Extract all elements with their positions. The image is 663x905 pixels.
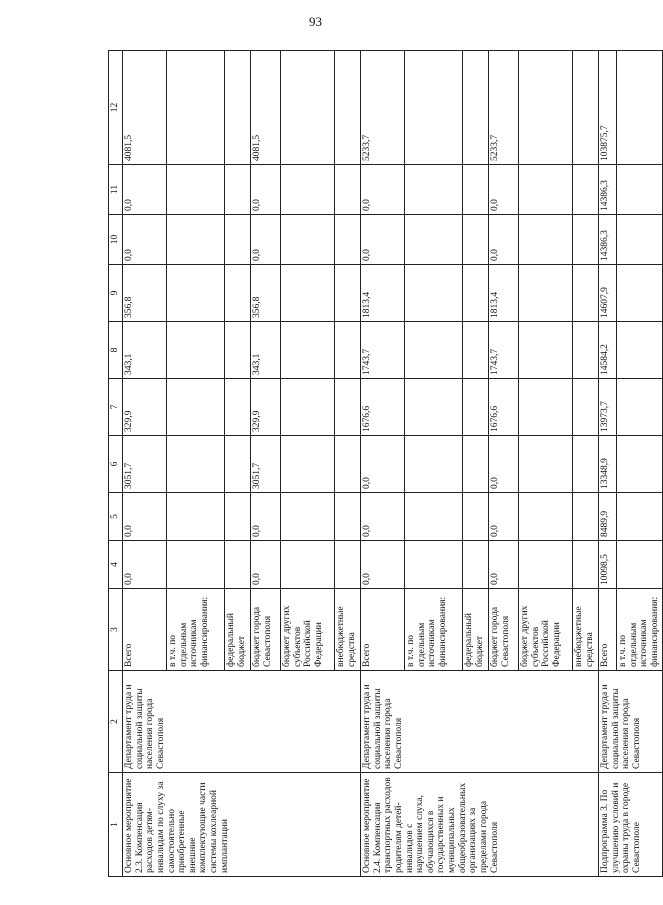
- column-header: 6: [109, 436, 123, 493]
- value-cell: [335, 215, 361, 265]
- value-cell: 0,0: [251, 165, 281, 215]
- source-cell: бюджет города Севастополя: [489, 589, 519, 671]
- value-cell: [519, 541, 573, 589]
- value-cell: [225, 322, 251, 379]
- value-cell: [463, 322, 489, 379]
- value-cell: [335, 493, 361, 541]
- source-cell: в т.ч. по отдельным источникам финансирования:: [405, 589, 463, 671]
- value-cell: [281, 493, 335, 541]
- value-cell: [225, 541, 251, 589]
- value-cell: [405, 165, 463, 215]
- value-cell: 3051,7: [251, 436, 281, 493]
- source-cell: бюджет города Севастополя: [251, 589, 281, 671]
- value-cell: [463, 436, 489, 493]
- value-cell: [167, 265, 225, 322]
- value-cell: 0,0: [489, 215, 519, 265]
- value-cell: 343,1: [251, 322, 281, 379]
- value-cell: [225, 379, 251, 436]
- value-cell: 1743,7: [361, 322, 405, 379]
- value-cell: [519, 265, 573, 322]
- value-cell: 5233,7: [361, 51, 405, 165]
- value-cell: [463, 541, 489, 589]
- value-cell: [167, 493, 225, 541]
- value-cell: [573, 165, 599, 215]
- value-cell: [281, 165, 335, 215]
- financing-table: [108, 50, 663, 877]
- value-cell: [405, 436, 463, 493]
- source-cell: внебюджетные средства: [573, 589, 599, 671]
- header-row: [109, 51, 123, 877]
- source-cell: внебюджетные средства: [335, 589, 361, 671]
- column-header: 2: [109, 671, 123, 773]
- column-header: 11: [109, 165, 123, 215]
- value-cell: 103875,7: [599, 51, 617, 165]
- column-header: 3: [109, 589, 123, 671]
- value-cell: [463, 379, 489, 436]
- value-cell: 5233,7: [489, 51, 519, 165]
- value-cell: 0,0: [361, 165, 405, 215]
- value-cell: 0,0: [489, 436, 519, 493]
- column-header: 12: [109, 51, 123, 165]
- source-cell: федеральный бюджет: [463, 589, 489, 671]
- value-cell: [519, 493, 573, 541]
- value-cell: [405, 215, 463, 265]
- value-cell: 3051,7: [123, 436, 167, 493]
- table-row: [599, 51, 617, 877]
- value-cell: 0,0: [361, 436, 405, 493]
- source-cell: Всего: [123, 589, 167, 671]
- value-cell: 329,9: [251, 379, 281, 436]
- value-cell: 13973,7: [599, 379, 617, 436]
- source-cell: Всего: [599, 589, 617, 671]
- value-cell: 0,0: [123, 541, 167, 589]
- column-header: 5: [109, 493, 123, 541]
- source-cell: Всего: [361, 589, 405, 671]
- value-cell: [463, 493, 489, 541]
- value-cell: 14386,3: [599, 165, 617, 215]
- value-cell: [519, 51, 573, 165]
- value-cell: 1813,4: [361, 265, 405, 322]
- source-cell: в т.ч. по отдельным источникам финансирования:: [617, 589, 663, 671]
- page-number: 93: [309, 14, 322, 29]
- source-cell: бюджет других субъектов Российской Федерации: [519, 589, 573, 671]
- value-cell: [617, 51, 663, 165]
- value-cell: 0,0: [123, 493, 167, 541]
- activity-name-cell: Основное мероприятие 2.3. Компенсация расходов детям-инвалидам по слуху за самостоятельно приобретенные внешние комплектующие части системы кохлеарной имплантации: [123, 773, 361, 877]
- value-cell: [405, 493, 463, 541]
- value-cell: [281, 51, 335, 165]
- executor-cell: Департамент труда и социальной защиты населения города Севастополя: [361, 671, 599, 773]
- value-cell: [617, 165, 663, 215]
- value-cell: [573, 436, 599, 493]
- column-header: 10: [109, 215, 123, 265]
- activity-name-cell: Подпрограмма 3. По улучшению условий и охраны труда в городе Севастополе: [599, 773, 663, 877]
- value-cell: [617, 436, 663, 493]
- value-cell: 14607,9: [599, 265, 617, 322]
- value-cell: [463, 215, 489, 265]
- value-cell: [225, 51, 251, 165]
- value-cell: [335, 265, 361, 322]
- rotated-table-frame: [108, 51, 660, 877]
- value-cell: 0,0: [489, 493, 519, 541]
- value-cell: 0,0: [489, 541, 519, 589]
- value-cell: 1676,6: [489, 379, 519, 436]
- value-cell: [519, 215, 573, 265]
- value-cell: [573, 379, 599, 436]
- value-cell: [281, 436, 335, 493]
- value-cell: [167, 541, 225, 589]
- value-cell: [225, 165, 251, 215]
- value-cell: 1676,6: [361, 379, 405, 436]
- value-cell: 13348,9: [599, 436, 617, 493]
- value-cell: [573, 541, 599, 589]
- value-cell: 1743,7: [489, 322, 519, 379]
- value-cell: 14386,3: [599, 215, 617, 265]
- value-cell: 356,8: [123, 265, 167, 322]
- value-cell: [463, 265, 489, 322]
- value-cell: [225, 215, 251, 265]
- column-header: 8: [109, 322, 123, 379]
- column-header: 4: [109, 541, 123, 589]
- value-cell: 10098,5: [599, 541, 617, 589]
- value-cell: [335, 51, 361, 165]
- value-cell: [519, 165, 573, 215]
- value-cell: [405, 265, 463, 322]
- rotated-table-wrapper: [108, 51, 660, 877]
- source-cell: бюджет других субъектов Российской Федерации: [281, 589, 335, 671]
- value-cell: 329,9: [123, 379, 167, 436]
- value-cell: [281, 379, 335, 436]
- value-cell: 0,0: [361, 493, 405, 541]
- value-cell: 0,0: [251, 493, 281, 541]
- value-cell: 14584,2: [599, 322, 617, 379]
- value-cell: 0,0: [251, 215, 281, 265]
- value-cell: [225, 265, 251, 322]
- value-cell: [167, 322, 225, 379]
- value-cell: [167, 165, 225, 215]
- value-cell: [335, 379, 361, 436]
- value-cell: [519, 436, 573, 493]
- value-cell: [573, 493, 599, 541]
- value-cell: 1813,4: [489, 265, 519, 322]
- value-cell: [617, 322, 663, 379]
- value-cell: 8489,9: [599, 493, 617, 541]
- table-row: [361, 51, 405, 877]
- value-cell: [573, 215, 599, 265]
- value-cell: 0,0: [361, 215, 405, 265]
- value-cell: [617, 379, 663, 436]
- value-cell: 0,0: [361, 541, 405, 589]
- value-cell: [335, 541, 361, 589]
- value-cell: [167, 215, 225, 265]
- column-header: 9: [109, 265, 123, 322]
- value-cell: [519, 379, 573, 436]
- value-cell: [405, 541, 463, 589]
- value-cell: [225, 436, 251, 493]
- value-cell: [405, 322, 463, 379]
- value-cell: [463, 51, 489, 165]
- value-cell: [405, 51, 463, 165]
- value-cell: 4081,5: [251, 51, 281, 165]
- value-cell: [335, 322, 361, 379]
- value-cell: [617, 493, 663, 541]
- value-cell: 4081,5: [123, 51, 167, 165]
- value-cell: [167, 379, 225, 436]
- table-row: [123, 51, 167, 877]
- value-cell: 0,0: [489, 165, 519, 215]
- activity-name-cell: Основное мероприятие 2.4. Компенсация транспортных расходов родителям детей-инвалидов с нарушением слуха, обучающихся в государственных и муниципальных общеобразовательных организациях за пределами города Севастополя: [361, 773, 599, 877]
- source-cell: федеральный бюджет: [225, 589, 251, 671]
- value-cell: [617, 215, 663, 265]
- value-cell: [281, 322, 335, 379]
- value-cell: [519, 322, 573, 379]
- value-cell: 0,0: [123, 215, 167, 265]
- value-cell: 343,1: [123, 322, 167, 379]
- value-cell: [335, 436, 361, 493]
- executor-cell: Департамент труда и социальной защиты населения города Севастополя: [599, 671, 663, 773]
- value-cell: 0,0: [251, 541, 281, 589]
- executor-cell: Департамент труда и социальной защиты населения города Севастополя: [123, 671, 361, 773]
- value-cell: [573, 51, 599, 165]
- value-cell: [573, 322, 599, 379]
- source-cell: в т.ч. по отдельным источникам финансирования:: [167, 589, 225, 671]
- value-cell: [167, 51, 225, 165]
- column-header: 1: [109, 773, 123, 877]
- column-header: 7: [109, 379, 123, 436]
- value-cell: [281, 541, 335, 589]
- value-cell: [335, 165, 361, 215]
- value-cell: [405, 379, 463, 436]
- value-cell: [167, 436, 225, 493]
- value-cell: 0,0: [123, 165, 167, 215]
- value-cell: [281, 215, 335, 265]
- value-cell: [225, 493, 251, 541]
- value-cell: [281, 265, 335, 322]
- value-cell: [573, 265, 599, 322]
- value-cell: [617, 541, 663, 589]
- value-cell: [617, 265, 663, 322]
- value-cell: 356,8: [251, 265, 281, 322]
- value-cell: [463, 165, 489, 215]
